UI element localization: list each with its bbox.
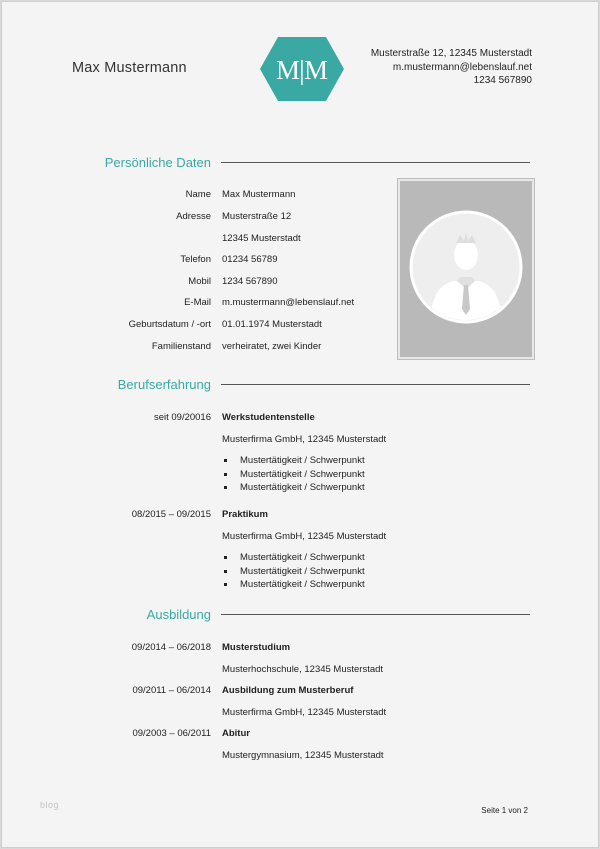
list-item: Mustertätigkeit / Schwerpunkt <box>222 481 365 495</box>
experience-date: seit 09/20016 <box>153 412 211 423</box>
header-name: Max Mustermann <box>72 60 187 76</box>
list-item: Mustertätigkeit / Schwerpunkt <box>222 578 365 592</box>
section-divider <box>221 614 530 615</box>
education-title: Ausbildung zum Musterberuf <box>222 685 354 696</box>
experience-company: Musterfirma GmbH, 12345 Musterstadt <box>222 434 387 445</box>
value-name: Max Mustermann <box>222 189 296 200</box>
experience-position: Praktikum <box>222 509 268 520</box>
value-email[interactable]: m.mustermann@lebenslauf.net <box>222 297 355 308</box>
label-birth: Geburtsdatum / -ort <box>128 319 211 330</box>
profile-photo <box>398 179 534 359</box>
section-title-personal: Persönliche Daten <box>104 155 211 170</box>
value-street: Musterstraße 12 <box>222 211 292 222</box>
monogram-logo <box>260 37 344 101</box>
header-contact <box>371 47 532 88</box>
label-mobile: Mobil <box>188 276 211 287</box>
education-institution: Mustergymnasium, 12345 Musterstadt <box>222 750 384 761</box>
education-date: 09/2003 – 06/2011 <box>132 728 211 739</box>
header-email[interactable]: m.mustermann@lebenslauf.net <box>392 61 532 73</box>
experience-task-list <box>222 454 365 495</box>
page-number: Seite 1 von 2 <box>481 806 528 815</box>
label-email: E-Mail <box>184 297 211 308</box>
education-date: 09/2014 – 06/2018 <box>131 642 211 653</box>
list-item: Mustertätigkeit / Schwerpunkt <box>222 565 365 579</box>
label-address: Adresse <box>176 211 211 222</box>
monogram-left: M <box>275 55 301 85</box>
cv-page <box>1 1 599 848</box>
experience-position: Werkstudentenstelle <box>222 412 315 423</box>
section-title-education: Ausbildung <box>146 607 211 622</box>
avatar-placeholder-icon <box>400 181 532 357</box>
header-phone: 1234 567890 <box>473 75 532 86</box>
value-phone: 01234 56789 <box>222 254 278 265</box>
education-institution: Musterhochschule, 12345 Musterstadt <box>222 664 384 675</box>
education-institution: Musterfirma GmbH, 12345 Musterstadt <box>222 707 387 718</box>
value-birth: 01.01.1974 Musterstadt <box>222 319 322 330</box>
education-title: Musterstudium <box>222 642 291 653</box>
value-mobile: 1234 567890 <box>222 276 278 287</box>
list-item: Mustertätigkeit / Schwerpunkt <box>222 468 365 482</box>
list-item: Mustertätigkeit / Schwerpunkt <box>222 551 365 565</box>
watermark-text: blog <box>40 800 60 810</box>
section-divider <box>221 384 530 385</box>
monogram-separator: | <box>299 55 305 85</box>
label-family: Familienstand <box>151 341 211 352</box>
label-name: Name <box>185 189 211 200</box>
education-title: Abitur <box>222 728 250 739</box>
monogram-hexagon-icon <box>260 37 344 101</box>
list-item: Mustertätigkeit / Schwerpunkt <box>222 454 365 468</box>
section-divider <box>221 162 530 163</box>
label-phone: Telefon <box>180 254 211 265</box>
value-family: verheiratet, zwei Kinder <box>222 341 322 352</box>
value-city: 12345 Musterstadt <box>222 233 301 244</box>
experience-company: Musterfirma GmbH, 12345 Musterstadt <box>222 531 387 542</box>
monogram-right: M <box>303 55 329 85</box>
header-address: Musterstraße 12, 12345 Musterstadt <box>370 48 532 59</box>
education-date: 09/2011 – 06/2014 <box>132 685 211 696</box>
experience-task-list <box>222 551 365 592</box>
experience-date: 08/2015 – 09/2015 <box>131 509 211 520</box>
section-title-experience: Berufserfahrung <box>117 377 211 392</box>
